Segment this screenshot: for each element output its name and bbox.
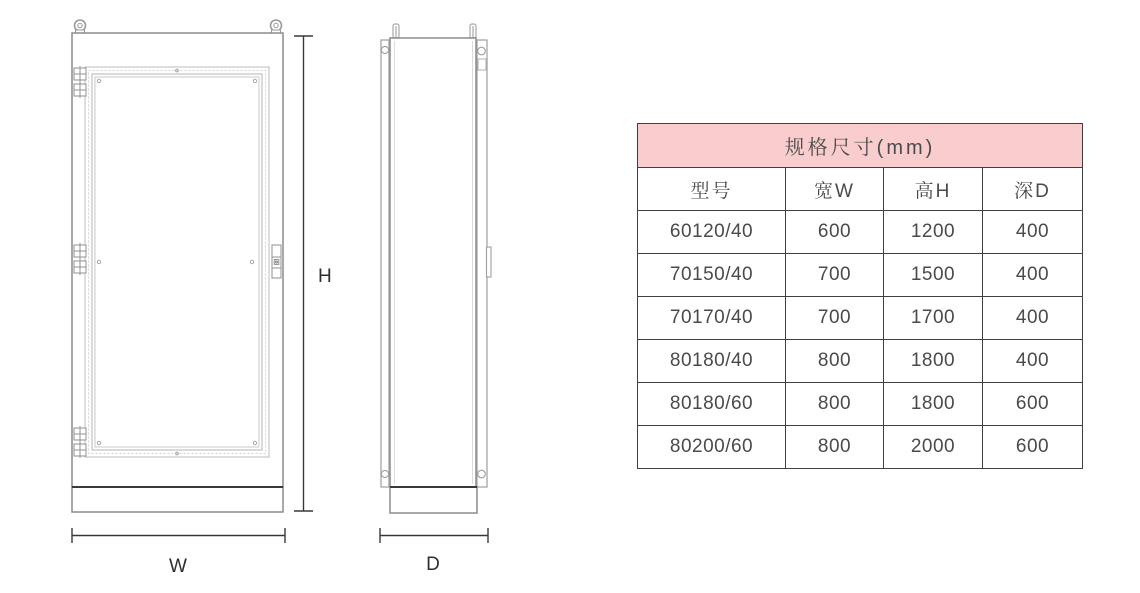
cell-model: 60120/40	[638, 211, 786, 254]
column-header-width: 宽W	[786, 168, 884, 211]
cell-width: 800	[786, 340, 884, 383]
table-row	[638, 383, 1083, 426]
cell-model: 80180/40	[638, 340, 786, 383]
cell-depth: 400	[983, 211, 1083, 254]
table-row	[638, 426, 1083, 469]
side-handle-icon	[487, 247, 492, 277]
table-title-row	[638, 124, 1083, 168]
dim-label-width: W	[169, 556, 187, 577]
cell-height: 1700	[884, 297, 983, 340]
cell-model: 70170/40	[638, 297, 786, 340]
cell-width: 700	[786, 254, 884, 297]
front-base	[72, 487, 283, 512]
cell-height: 1800	[884, 383, 983, 426]
spec-table	[637, 123, 1083, 469]
cell-height: 1500	[884, 254, 983, 297]
table-header-row	[638, 168, 1083, 211]
column-header-height: 高H	[884, 168, 983, 211]
side-door-rail	[477, 40, 491, 487]
cabinet-front-view	[72, 20, 283, 512]
cabinet-side-view	[381, 24, 491, 513]
cell-depth: 400	[983, 254, 1083, 297]
table-row	[638, 211, 1083, 254]
cell-depth: 400	[983, 297, 1083, 340]
side-base	[390, 487, 477, 513]
cell-depth: 600	[983, 383, 1083, 426]
table-row	[638, 340, 1083, 383]
cell-depth: 400	[983, 340, 1083, 383]
door-handle-icon	[272, 245, 281, 278]
cell-width: 800	[786, 426, 884, 469]
dim-label-height: H	[318, 266, 332, 287]
lifting-eye-right-icon	[271, 20, 282, 33]
side-top-tabs	[393, 24, 476, 38]
lifting-eye-left-icon	[75, 20, 86, 33]
cell-height: 1800	[884, 340, 983, 383]
cell-model: 70150/40	[638, 254, 786, 297]
dim-label-depth: D	[426, 554, 440, 575]
column-header-model: 型号	[638, 168, 786, 211]
dimension-depth	[380, 528, 488, 543]
side-rear-rail	[381, 40, 389, 487]
cell-width: 800	[786, 383, 884, 426]
table-row	[638, 254, 1083, 297]
table-title: 规格尺寸(mm)	[638, 124, 1083, 168]
cell-width: 600	[786, 211, 884, 254]
dimension-width	[72, 528, 285, 543]
cell-height: 1200	[884, 211, 983, 254]
cell-width: 700	[786, 297, 884, 340]
table-row	[638, 297, 1083, 340]
dimension-height	[294, 36, 313, 511]
cell-model: 80180/60	[638, 383, 786, 426]
cell-model: 80200/60	[638, 426, 786, 469]
cell-depth: 600	[983, 426, 1083, 469]
column-header-depth: 深D	[983, 168, 1083, 211]
cell-height: 2000	[884, 426, 983, 469]
side-body-outline	[390, 38, 476, 487]
